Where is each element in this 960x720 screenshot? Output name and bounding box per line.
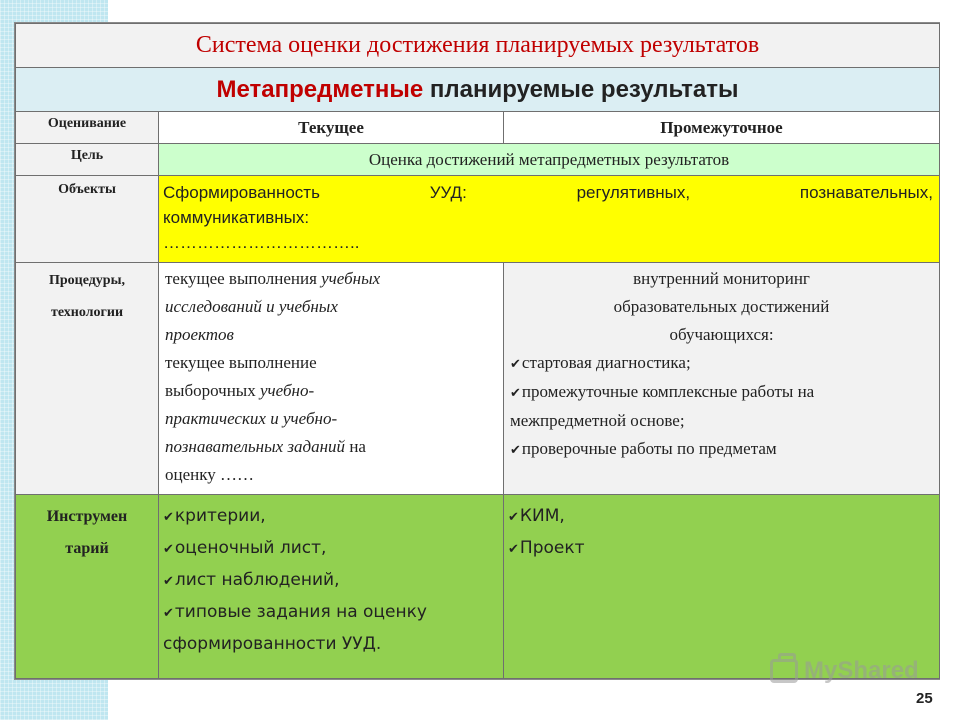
header-intermediate: Промежуточное	[504, 112, 940, 144]
tool-item	[163, 533, 497, 565]
page-number: 25	[916, 690, 933, 707]
tool-item-text: КИМ,	[519, 506, 565, 526]
label-procedures	[16, 263, 159, 495]
tool-item	[508, 501, 933, 533]
proc-bullet-text: стартовая диагностика;	[521, 353, 691, 372]
slide-title: Система оценки достижения планируемых результатов	[16, 24, 940, 68]
check-icon: ✔	[510, 385, 521, 400]
header-current: Текущее	[159, 112, 504, 144]
check-icon: ✔	[510, 356, 521, 371]
proc-bullet	[510, 435, 933, 464]
tool-item-text: лист наблюдений,	[174, 570, 340, 590]
objects-cell	[159, 176, 940, 263]
subtitle-rest: планируемые результаты	[423, 75, 739, 103]
subtitle-highlight: Метапредметные	[216, 75, 424, 103]
label-tools-line: тарий	[65, 540, 109, 557]
objects-word: Сформированность	[163, 183, 320, 202]
tool-item	[163, 597, 497, 629]
proc-text-italic: проектов	[165, 325, 234, 344]
proc-text-italic: исследований и учебных	[165, 297, 338, 316]
assessment-table	[15, 23, 940, 679]
tool-item-text: типовые задания на оценку	[174, 602, 427, 622]
objects-word: регулятивных,	[576, 183, 691, 202]
objects-word: познавательных,	[799, 183, 933, 202]
proc-intro-line: образовательных достижений	[613, 297, 830, 316]
label-procedures-line: технологии	[50, 305, 124, 320]
proc-text-italic: учебных	[321, 269, 381, 288]
tool-item-continuation: сформированности УУД.	[163, 634, 382, 654]
objects-line-1	[163, 180, 933, 205]
proc-line	[165, 265, 497, 293]
check-icon: ✔	[163, 606, 174, 621]
procedures-intermediate	[504, 263, 940, 495]
objects-word: УУД:	[429, 183, 467, 202]
proc-line	[165, 349, 497, 377]
label-tools-line: Инструмен	[46, 508, 128, 525]
tool-item-text: Проект	[519, 538, 585, 558]
procedures-current	[159, 263, 504, 495]
proc-text: текущее выполнение	[165, 353, 317, 372]
proc-text: на	[345, 437, 366, 456]
slide-subtitle	[16, 68, 940, 112]
proc-bullet-continuation: межпредметной основе;	[510, 411, 685, 430]
proc-bullet	[510, 378, 933, 407]
proc-line	[165, 461, 497, 489]
proc-text-italic: учебно	[259, 381, 309, 400]
proc-text: текущее выполнения	[165, 269, 322, 288]
proc-line	[165, 377, 497, 405]
proc-bullet-text: промежуточные комплексные работы на	[521, 382, 815, 401]
tools-current	[159, 495, 504, 679]
proc-line	[165, 293, 497, 321]
check-icon: ✔	[163, 542, 174, 557]
proc-text: -	[331, 409, 338, 428]
myshared-logo	[770, 654, 919, 688]
goal-text: Оценка достижений метапредметных результатов	[159, 144, 940, 176]
proc-text: выборочных	[165, 381, 260, 400]
slide-frame	[14, 22, 940, 680]
proc-text-italic: познавательных заданий	[165, 437, 346, 456]
tools-intermediate	[504, 495, 940, 679]
proc-intro-line: обучающихся:	[669, 325, 774, 344]
proc-text-italic: практических и учебно	[165, 409, 332, 428]
label-tools	[16, 495, 159, 679]
check-icon: ✔	[163, 510, 174, 525]
proc-intro-line: внутренний мониторинг	[633, 269, 810, 288]
tool-item-text: критерии,	[174, 506, 266, 526]
briefcase-icon	[770, 659, 798, 683]
proc-line	[165, 433, 497, 461]
check-icon: ✔	[508, 542, 519, 557]
tool-item-text: оценочный лист,	[174, 538, 327, 558]
objects-line-3: ……………………………..	[163, 233, 360, 252]
logo-text: MyShared	[804, 657, 919, 684]
proc-bullet	[510, 349, 933, 378]
proc-line	[165, 405, 497, 433]
proc-text: -	[308, 381, 315, 400]
check-icon: ✔	[508, 510, 519, 525]
proc-bullet-text: проверочные работы по предметам	[521, 439, 777, 458]
label-objects: Объекты	[16, 176, 159, 263]
label-goal: Цель	[16, 144, 159, 176]
label-assessment: Оценивание	[16, 112, 159, 144]
check-icon: ✔	[163, 574, 174, 589]
tool-item	[163, 565, 497, 597]
tool-item	[163, 501, 497, 533]
objects-line-2: коммуникативных:	[163, 208, 310, 227]
label-procedures-line: Процедуры,	[48, 273, 126, 288]
proc-line	[165, 321, 497, 349]
check-icon: ✔	[510, 442, 521, 457]
tool-item	[508, 533, 933, 565]
proc-text: оценку ……	[165, 465, 255, 484]
